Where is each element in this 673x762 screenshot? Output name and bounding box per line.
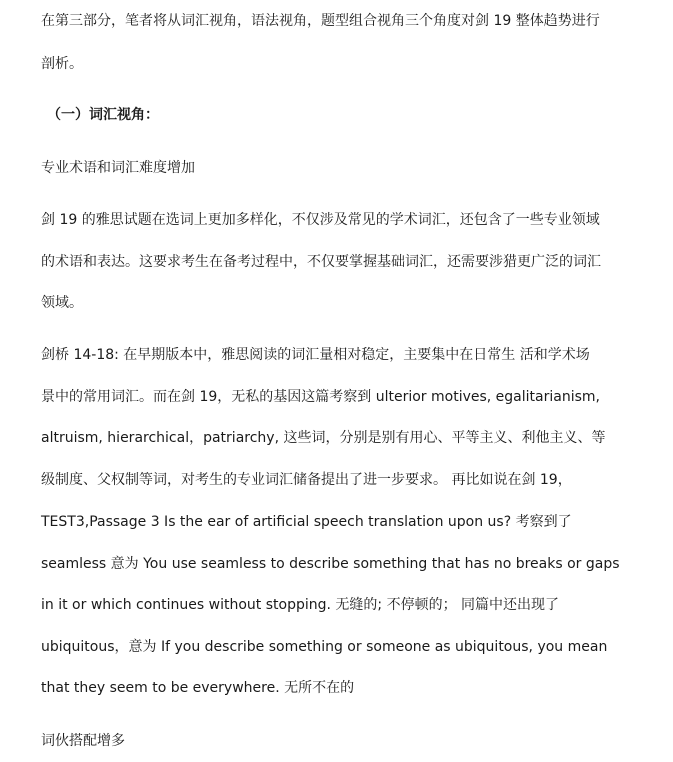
subheading-terminology: 专业术语和词汇难度增加 bbox=[41, 160, 195, 176]
paragraph-2-line-7: in it or which continues without stopping. 无缝的; 不停顿的； 同篇中还出现了 bbox=[41, 597, 560, 613]
paragraph-2-line-1: 剑桥 14-18: 在早期版本中，雅思阅读的词汇量相对稳定，主要集中在日常生 活和学术场 bbox=[41, 347, 590, 363]
paragraph-2-line-6: seamless 意为 You use seamless to describe something that has no breaks or gaps bbox=[41, 556, 620, 572]
intro-line-1: 在第三部分，笔者将从词汇视角，语法视角，题型组合视角三个角度对剑 19 整体趋势进行 bbox=[41, 13, 600, 29]
paragraph-2-line-4: 级制度、父权制等词，对考生的专业词汇储备提出了进一步要求。 再比如说在剑 19， bbox=[41, 472, 572, 488]
section-heading: （一）词汇视角： bbox=[47, 107, 159, 123]
paragraph-2-line-9: that they seem to be everywhere. 无所不在的 bbox=[41, 680, 355, 696]
subheading-collocations: 词伙搭配增多 bbox=[41, 733, 125, 749]
paragraph-1-line-3: 领域。 bbox=[41, 295, 83, 311]
paragraph-1-line-1: 剑 19 的雅思试题在选词上更加多样化，不仅涉及常见的学术词汇，还包含了一些专业领域 bbox=[41, 212, 600, 228]
paragraph-2-line-5: TEST3,Passage 3 Is the ear of artificial speech translation upon us? 考察到了 bbox=[41, 514, 572, 530]
paragraph-1-line-2: 的术语和表达。这要求考生在备考过程中，不仅要掌握基础词汇，还需要涉猎更广泛的词汇 bbox=[41, 254, 601, 270]
intro-line-2: 剖析。 bbox=[41, 56, 83, 72]
paragraph-2-line-2: 景中的常用词汇。而在剑 19，无私的基因这篇考察到 ulterior motives, egalitarianism, bbox=[41, 389, 600, 405]
paragraph-2-line-3: altruism, hierarchical，patriarchy, 这些词，分别是别有用心、平等主义、利他主义、等 bbox=[41, 430, 606, 446]
paragraph-2-line-8: ubiquitous，意为 If you describe something or someone as ubiquitous, you mean bbox=[41, 639, 608, 655]
